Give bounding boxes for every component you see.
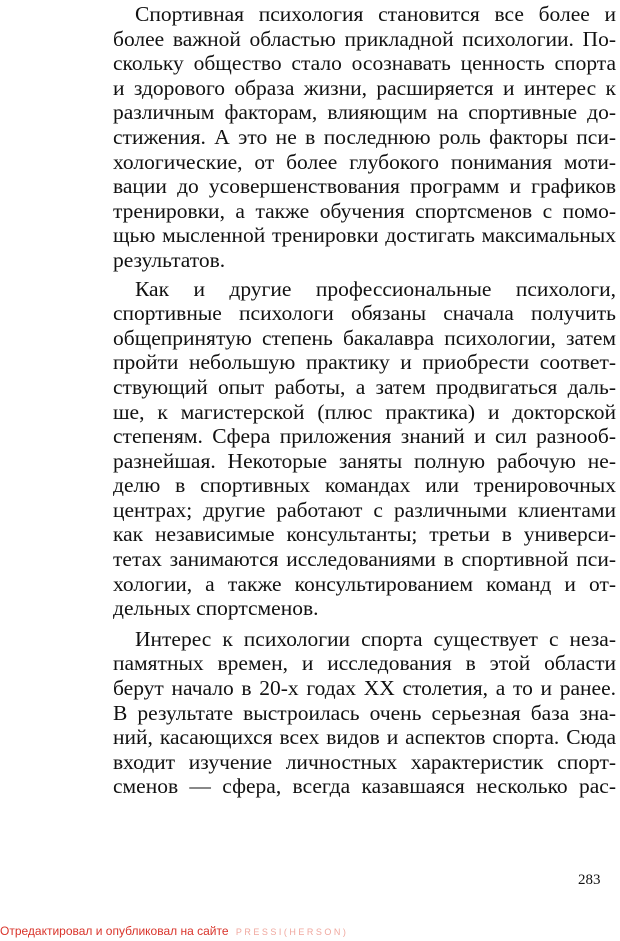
text-line: степеням. Сфера приложения знаний и сил разнооб- [113,424,616,449]
text-line: и здорового образа жизни, расширяется и интерес к [113,75,616,100]
text-line: как независимые консультанты; третьи в универси- [113,522,616,547]
text-line: делю в спортивных командах или тренировочных [113,473,616,498]
footer-credit [0,922,348,940]
text-line: спортивные психологи обязаны сначала получить [113,301,616,326]
footer-credit-text: Отредактировал и опубликовал на сайте [0,924,229,938]
text-line: Как и другие профессиональные психологи, [135,276,616,301]
text-line: тренировки, а также обучения спортсменов с помо- [113,198,616,223]
paragraph-2 [113,277,616,621]
text-line: входит изучение личностных характеристик спорт- [113,749,616,774]
text-line: различным факторам, влияющим на спортивные до- [113,100,616,125]
text-line: памятных времен, и исследования в этой области [113,651,616,676]
text-line: хологии, а также консультированием команд и от- [113,571,616,596]
body-text [113,2,616,803]
text-line: щью мысленной тренировки достигать максимальных [113,223,616,248]
text-line: берут начало в 20-х годах XX столетия, а то и ранее. [113,676,616,701]
text-line: Интерес к психологии спорта существует с неза- [135,626,616,651]
text-line: общепринятую степень бакалавра психологии, затем [113,325,616,350]
text-line: результатов. [113,247,226,272]
page-number: 283 [578,872,601,888]
text-line: ствующий опыт работы, а затем продвигаться даль- [113,374,616,399]
paragraph-3 [113,627,616,799]
text-line: скольку общество стало осознавать ценность спорта [113,51,616,76]
text-line: сменов — сфера, всегда казавшаяся несколько рас- [113,774,616,799]
text-line: Спортивная психология становится все более и [135,2,616,26]
text-line: дельных спортсменов. [113,596,319,621]
text-line: более важной областью прикладной психологии. По- [113,26,616,51]
text-line: ше, к магистерской (плюс практика) и докторской [113,399,616,424]
text-line: В результате выстроилась очень серьезная база зна- [113,700,616,725]
text-line: ний, касающихся всех видов и аспектов спорта. Сюда [113,725,616,750]
text-line: центрах; другие работают с различными клиентами [113,497,616,522]
text-line: хологические, от более глубокого понимания моти- [113,149,616,174]
text-line: стижения. А это не в последнюю роль факторы пси- [113,124,616,149]
text-line: вации до усовершенствования программ и графиков [113,174,616,199]
text-line: пройти небольшую практику и приобрести соответ- [113,350,616,375]
text-line: тетах занимаются исследованиями в спортивной пси- [113,547,616,572]
paragraph-1 [113,2,616,273]
footer-site-link[interactable]: PRESSI(HERSON) [235,927,349,937]
text-line: разнейшая. Некоторые заняты полную рабочую не- [113,448,616,473]
